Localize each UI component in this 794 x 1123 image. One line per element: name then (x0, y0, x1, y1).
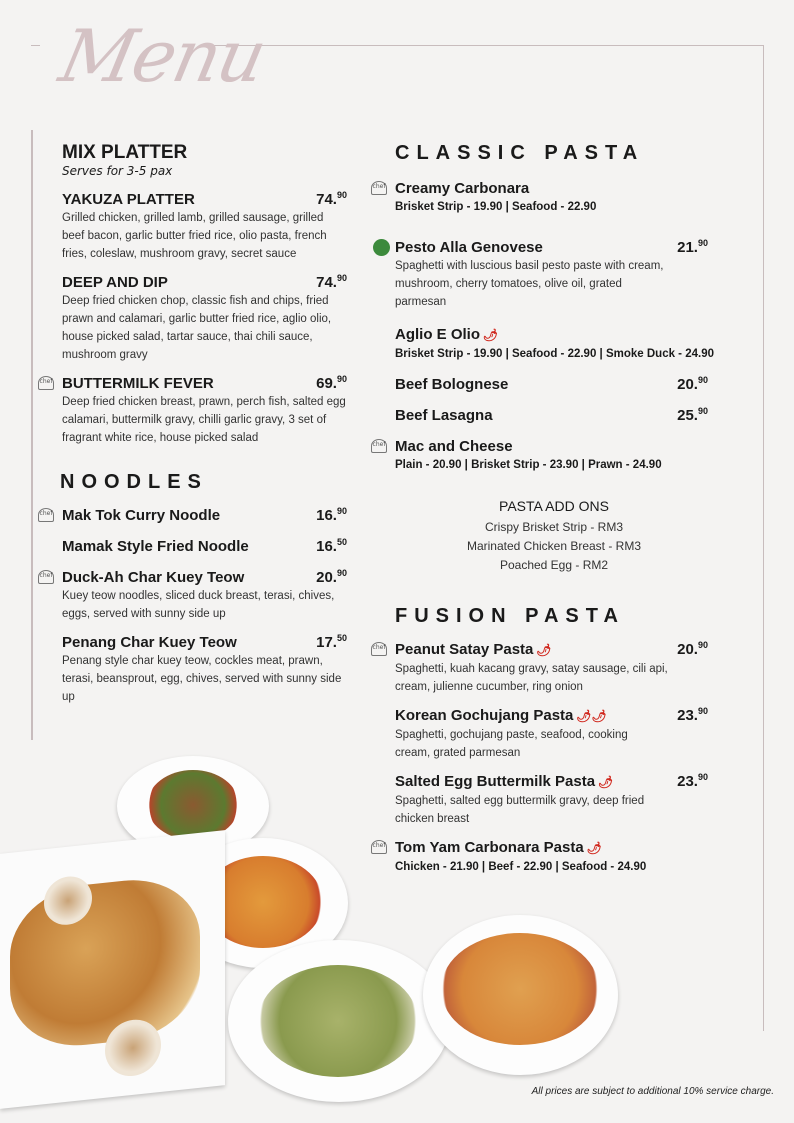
service-charge-note: All prices are subject to additional 10% service charge. (531, 1086, 774, 1097)
item-name: DEEP AND DIP (62, 274, 168, 291)
chef-hat-icon: chef (38, 508, 54, 522)
chili-icon: 🌶🌶 (576, 709, 607, 723)
item-price: 69.90 (316, 374, 347, 392)
item-price: 20.90 (677, 640, 708, 658)
menu-item (395, 772, 740, 828)
menu-item (395, 325, 740, 363)
pesto-plate (228, 940, 450, 1102)
frame-left-line (31, 130, 33, 740)
item-name: Pesto Alla Genovese (395, 239, 543, 256)
item-description: Deep fried chicken breast, prawn, perch fish, salted egg calamari, buttermilk gravy, chilli garlic gravy, 3 set of fragrant white rice, house picked salad (62, 396, 346, 444)
item-description: Spaghetti, salted egg buttermilk gravy, deep fried chicken breast (395, 795, 645, 825)
item-description: Grilled chicken, grilled lamb, grilled sausage, grilled beef bacon, garlic butter fried rice, olio pasta, french fries, coleslaw, mushroom gravy, secret sauce (62, 212, 327, 260)
item-options: Brisket Strip - 19.90 | Seafood - 22.90 (395, 201, 597, 213)
item-name: Beef Bolognese (395, 376, 509, 393)
right-column (372, 142, 740, 886)
item-description: Penang style char kuey teow, cockles meat, prawn, terasi, beansprout, egg, chives, served with sunny side up (62, 655, 342, 703)
menu-item (39, 374, 347, 447)
add-on-line: Marinated Chicken Breast - RM3 (466, 539, 642, 553)
item-name: Peanut Satay Pasta 🌶 (395, 641, 552, 658)
menu-item (395, 375, 740, 394)
item-price: 20.90 (677, 375, 708, 393)
menu-item (395, 706, 740, 762)
item-name: Penang Char Kuey Teow (62, 634, 237, 651)
item-options: Chicken - 21.90 | Beef - 22.90 | Seafood - 24.90 (395, 861, 647, 873)
menu-item (372, 838, 740, 876)
fusion-pasta-heading: FUSION PASTA (395, 605, 625, 627)
menu-item (372, 640, 740, 696)
menu-item (395, 406, 740, 425)
item-price: 23.90 (677, 772, 708, 790)
item-price: 23.90 (677, 706, 708, 724)
item-description: Deep fried chicken chop, classic fish and chips, fried prawn and calamari, garlic butter fried rice, aglio olio, house picked salad, tartar sauce, thai chili sauce, mushroom gravy (62, 295, 332, 361)
menu-item (62, 633, 347, 706)
chef-hat-icon: chef (371, 181, 387, 195)
item-price: 16.90 (316, 506, 347, 524)
vegetarian-leaf-icon (373, 239, 390, 256)
item-name: BUTTERMILK FEVER (62, 375, 214, 392)
menu-item (62, 537, 347, 556)
item-price: 74.90 (316, 273, 347, 291)
chef-hat-icon: chef (371, 840, 387, 854)
item-price: 21.90 (677, 238, 708, 256)
item-name: YAKUZA PLATTER (62, 191, 195, 208)
menu-item (39, 568, 347, 623)
page-title: Menu (53, 14, 273, 98)
item-name: Mak Tok Curry Noodle (62, 507, 221, 524)
add-on-line: Crispy Brisket Strip - RM3 (484, 520, 624, 534)
item-name: Korean Gochujang Pasta 🌶🌶 (395, 707, 607, 724)
menu-item (372, 437, 740, 474)
item-price: 16.50 (316, 537, 347, 555)
pasta-add-ons (395, 498, 713, 575)
menu-item (62, 190, 347, 263)
item-description: Spaghetti, kuah kacang gravy, satay sausage, cili api, cream, julienne cucumber, ring onion (395, 663, 668, 693)
mix-platter-subtitle: Serves for 3-5 pax (62, 164, 173, 178)
chef-hat-icon: chef (38, 570, 54, 584)
item-name: Aglio E Olio 🌶 (395, 326, 499, 343)
item-name: Duck-Ah Char Kuey Teow (62, 569, 245, 586)
item-options: Brisket Strip - 19.90 | Seafood - 22.90 | Smoke Duck - 24.90 (395, 348, 714, 360)
chili-icon: 🌶 (483, 328, 499, 342)
item-name: Beef Lasagna (395, 407, 493, 424)
item-description: Spaghetti, gochujang paste, seafood, cooking cream, grated parmesan (395, 729, 628, 759)
menu-item (395, 238, 740, 311)
item-name: Mac and Cheese (395, 438, 513, 455)
item-price: 74.90 (316, 190, 347, 208)
item-name: Salted Egg Buttermilk Pasta 🌶 (395, 773, 614, 790)
chef-hat-icon: chef (38, 376, 54, 390)
left-column (39, 142, 347, 716)
item-description: Kuey teow noodles, sliced duck breast, terasi, chives, eggs, served with sunny side up (62, 590, 335, 620)
item-options: Plain - 20.90 | Brisket Strip - 23.90 | Prawn - 24.90 (395, 459, 662, 471)
item-name: Tom Yam Carbonara Pasta 🌶 (395, 839, 602, 856)
item-price: 25.90 (677, 406, 708, 424)
chef-hat-icon: chef (371, 642, 387, 656)
chef-hat-icon: chef (371, 439, 387, 453)
menu-item (62, 273, 347, 364)
add-on-line: Poached Egg - RM2 (499, 558, 609, 572)
tom-yam-bowl (423, 915, 618, 1075)
add-ons-heading: PASTA ADD ONS (499, 498, 609, 514)
menu-item (39, 506, 347, 525)
menu-item (372, 179, 740, 216)
mix-platter-heading: MIX PLATTER (62, 142, 188, 163)
item-price: 20.90 (316, 568, 347, 586)
item-name: Mamak Style Fried Noodle (62, 538, 249, 555)
platter-tray (0, 830, 225, 1109)
noodles-heading: NOODLES (60, 471, 208, 493)
item-price: 17.50 (316, 633, 347, 651)
chili-icon: 🌶 (586, 841, 602, 855)
chili-icon: 🌶 (598, 775, 614, 789)
item-description: Spaghetti with luscious basil pesto paste with cream, mushroom, cherry tomatoes, olive oil, grated parmesan (395, 260, 664, 308)
classic-pasta-heading: CLASSIC PASTA (395, 142, 645, 164)
chili-icon: 🌶 (536, 643, 552, 657)
item-name: Creamy Carbonara (395, 180, 530, 197)
